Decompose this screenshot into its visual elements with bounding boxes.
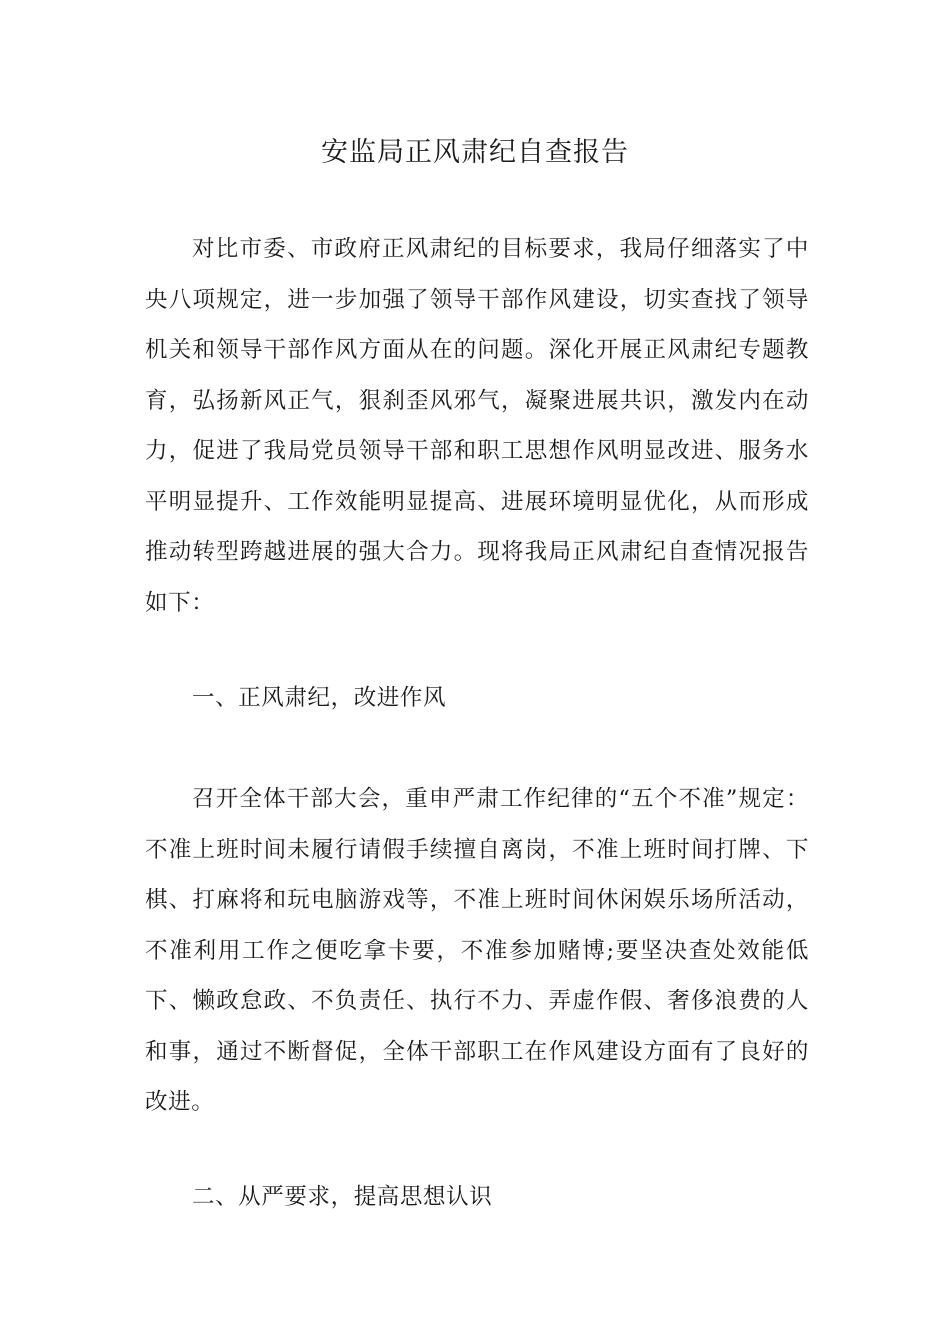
section-heading-1: 一、正风肃纪，改进作风 (192, 685, 447, 711)
section-1-paragraph: 召开全体干部大会，重申严肃工作纪律的“五个不准”规定：不准上班时间未履行请假手续擅自离岗，不准上班时间打牌、下棋、打麻将和玩电脑游戏等，不准上班时间休闲娱乐场所活动，不准利用工作之便吃拿卡要，不准参加赌博;要坚决查处效能低下、懒政怠政、不负责任、执行不力、弄虚作假、奢侈浪费的人和事，通过不断督促，全体干部职工在作风建设方面有了良好的改进。 (145, 786, 809, 1115)
intro-paragraph: 对比市委、市政府正风肃纪的目标要求，我局仔细落实了中央八项规定，进一步加强了领导干部作风建设，切实查找了领导机关和领导干部作风方面从在的问题。深化开展正风肃纪专题教育，弘扬新风正气，狠刹歪风邪气，凝聚进展共识，激发内在动力，促进了我局党员领导干部和职工思想作风明显改进、服务水平明显提升、工作效能明显提高、进展环境明显优化，从而形成推动转型跨越进展的强大合力。现将我局正风肃纪自查情况报告如下： (145, 236, 809, 616)
section-heading-2: 二、从严要求，提高思想认识 (192, 1184, 493, 1210)
document-title: 安监局正风肃纪自查报告 (321, 137, 629, 168)
